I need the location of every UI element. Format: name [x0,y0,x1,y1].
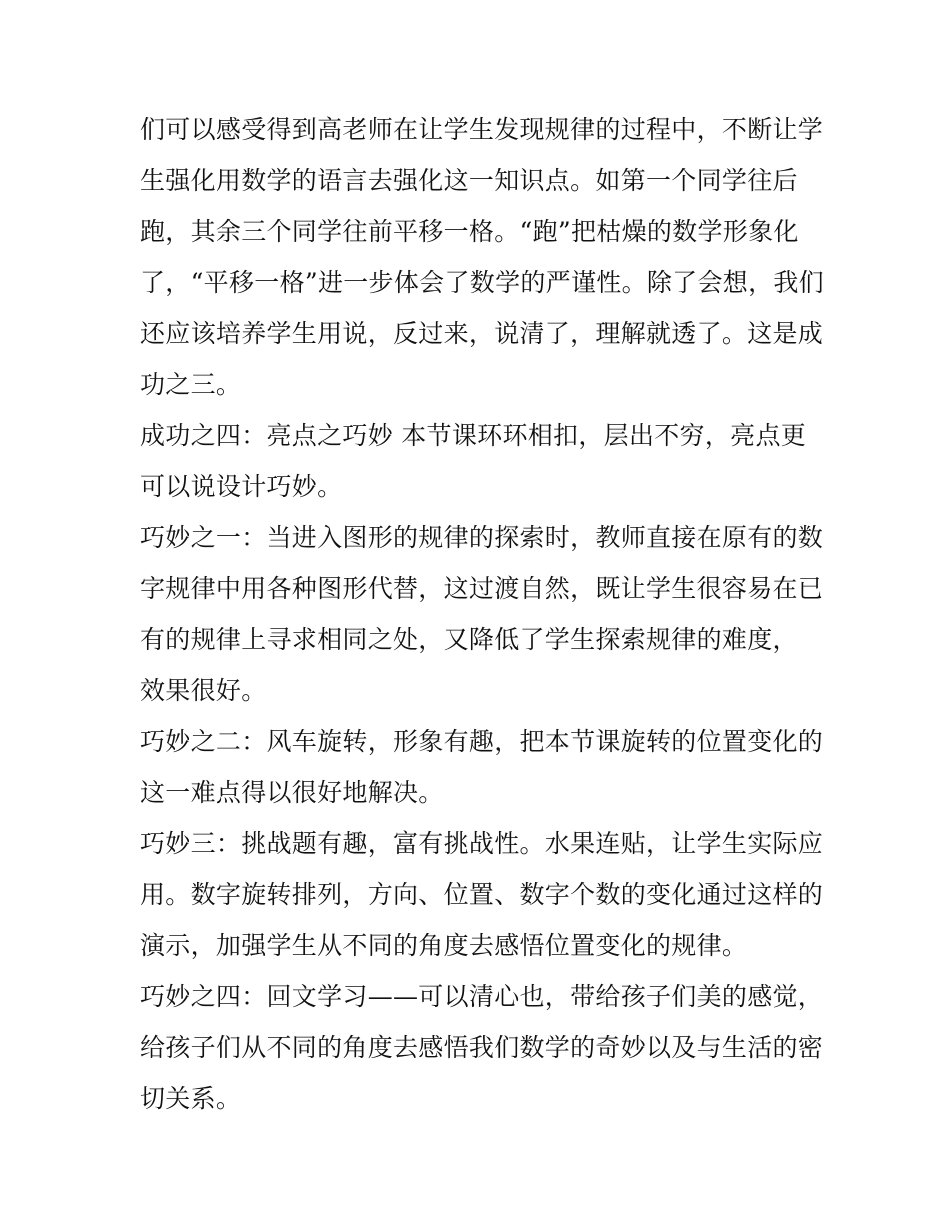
text-line: 可以说设计巧妙。 [140,472,343,501]
text-line: 巧妙三：挑战题有趣，富有挑战性。水果连贴，让学生实际应 [140,829,824,858]
text-line: 成功之四：亮点之巧妙 本节课环环相扣，层出不穷，亮点更 [140,421,807,450]
text-line: 巧妙之二：风车旋转，形象有趣，把本节课旋转的位置变化的 [140,727,824,756]
text-line: 用。数字旋转排列，方向、位置、数字个数的变化通过这样的 [140,880,824,909]
text-line: 巧妙之一：当进入图形的规律的探索时，教师直接在原有的数 [140,523,824,552]
text-line: 功之三。 [140,370,242,399]
text-line: 巧妙之四：回文学习——可以清心也，带给孩子们美的感觉， [140,982,824,1011]
text-line: 有的规律上寻求相同之处，又降低了学生探索规律的难度， [140,625,798,654]
text-line: 生强化用数学的语言去强化这一知识点。如第一个同学往后 [140,166,798,195]
text-line: 切关系。 [140,1084,242,1113]
text-line: 了，“平移一格”进一步体会了数学的严谨性。除了会想，我们 [140,268,824,297]
text-line: 跑，其余三个同学往前平移一格。“跑”把枯燥的数学形象化 [140,217,799,246]
text-line: 效果很好。 [140,676,267,705]
text-line: 还应该培养学生用说，反过来，说清了，理解就透了。这是成 [140,319,824,348]
text-line: 演示，加强学生从不同的角度去感悟位置变化的规律。 [140,931,748,960]
text-line: 们可以感受得到高老师在让学生发现规律的过程中，不断让学 [140,115,824,144]
text-line: 字规律中用各种图形代替，这过渡自然，既让学生很容易在已 [140,574,824,603]
text-line: 给孩子们从不同的角度去感悟我们数学的奇妙以及与生活的密 [140,1033,824,1062]
text-line: 这一难点得以很好地解决。 [140,778,444,807]
body-text [140,104,824,1124]
